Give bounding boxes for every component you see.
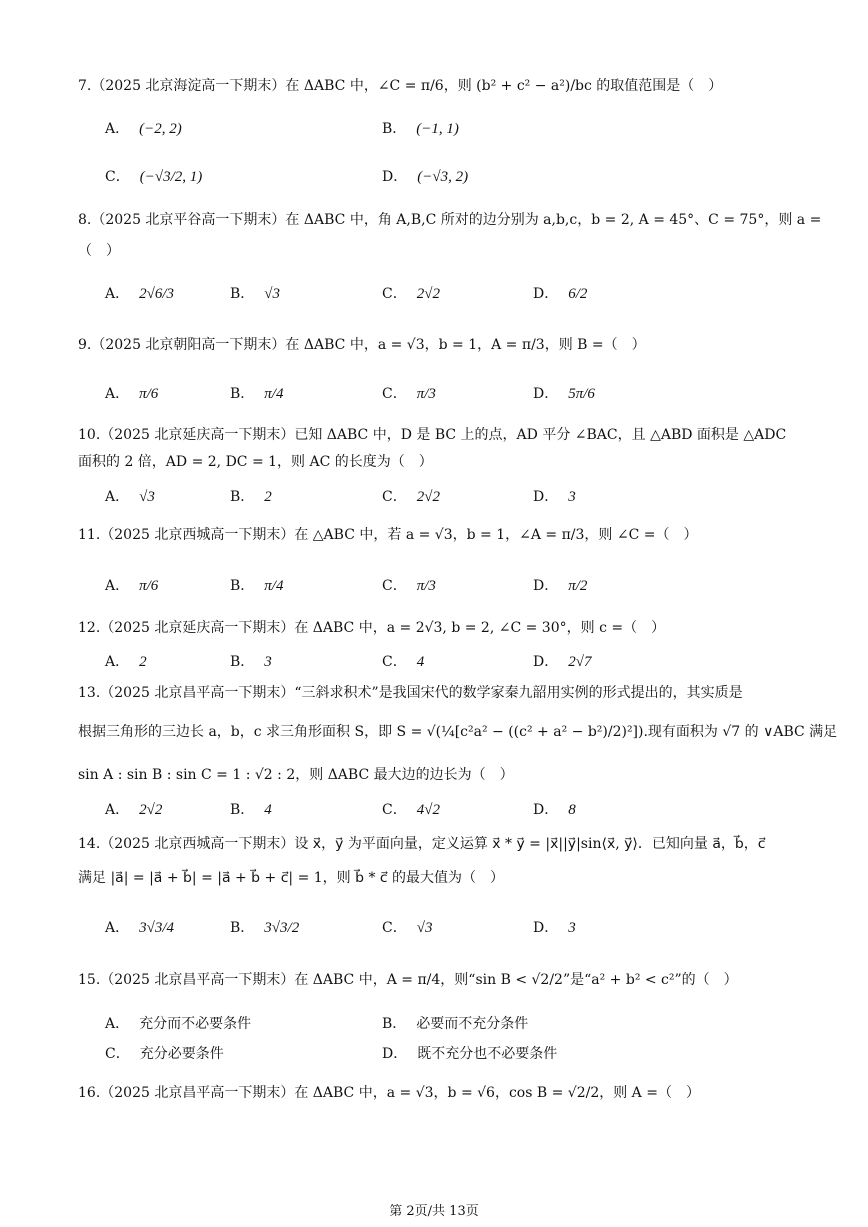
- question-8: [78, 210, 822, 230]
- question-stem: 8.（2025 北京平谷高一下期末）在 ΔABC 中，角 A,B,C 所对的边分别为 a,b,c，b = 2, A = 45°、C = 75°，则 a =: [78, 212, 822, 228]
- page-footer: 第 2页/共 13页: [389, 1204, 479, 1219]
- option-c: C． 4: [382, 654, 425, 670]
- question-stem: 11.（2025 北京西城高一下期末）在 △ABC 中，若 a = √3，b = 1，∠A = π/3，则 ∠C =（ ）: [78, 527, 698, 543]
- option-b: B． 2: [230, 489, 272, 505]
- options-q8: [105, 283, 805, 313]
- question-13-line2: 根据三角形的三边长 a，b，c 求三角形面积 S，即 S = √(¼[c²a² − ((c² + a² − b²)/2)²]).现有面积为 √7 的 ∨ABC 满足: [78, 724, 838, 740]
- options-q12: [105, 651, 805, 681]
- option-a: A． 充分而不必要条件: [105, 1016, 252, 1032]
- option-d: D． 8: [533, 802, 576, 818]
- option-d: D． 3: [533, 920, 576, 936]
- option-b: B． √3: [230, 286, 281, 302]
- option-b: B． (−1, 1): [382, 121, 459, 137]
- question-stem: 15.（2025 北京昌平高一下期末）在 ΔABC 中，A = π/4，则“sin B < √2/2”是“a² + b² < c²”的（ ）: [78, 972, 738, 988]
- option-a: A． π/6: [105, 386, 159, 402]
- option-d: D． 既不充分也不必要条件: [382, 1046, 558, 1062]
- question-15: [78, 970, 798, 990]
- option-c: C． π/3: [382, 578, 436, 594]
- option-a: A． 2√6/3: [105, 286, 175, 302]
- option-d: D． 5π/6: [533, 386, 595, 402]
- option-c: C． 2√2: [382, 286, 440, 302]
- question-stem: 13.（2025 北京昌平高一下期末）“三斜求积术”是我国宋代的数学家秦九韶用实例的形式提出的，其实质是: [78, 685, 743, 701]
- question-16: [78, 1083, 798, 1103]
- question-stem: 16.（2025 北京昌平高一下期末）在 ΔABC 中，a = √3，b = √6，cos B = √2/2，则 A =（ ）: [78, 1085, 700, 1101]
- question-14: [78, 834, 798, 854]
- option-c: C． 2√2: [382, 489, 440, 505]
- option-d: D． 2√7: [533, 654, 592, 670]
- question-13: [78, 683, 798, 703]
- question-stem: 10.（2025 北京延庆高一下期末）已知 ΔABC 中，D 是 BC 上的点，AD 平分 ∠BAC，且 △ABD 面积是 △ADC: [78, 427, 787, 443]
- question-12: [78, 618, 798, 638]
- option-d: D． 3: [533, 489, 576, 505]
- option-a: A． π/6: [105, 578, 159, 594]
- options-q15: [105, 1013, 805, 1043]
- option-b: B． 4: [230, 802, 272, 818]
- option-d: D． π/2: [533, 578, 588, 594]
- question-stem: 9.（2025 北京朝阳高一下期末）在 ΔABC 中，a = √3，b = 1，A = π/3，则 B =（ ）: [78, 337, 646, 353]
- question-13-line3: sin A : sin B : sin C = 1 : √2 : 2，则 ΔABC 最大边的边长为（ ）: [78, 767, 514, 783]
- option-c: C． π/3: [382, 386, 436, 402]
- option-b: B． 必要而不充分条件: [382, 1016, 529, 1032]
- option-d: D． 6/2: [533, 286, 588, 302]
- option-a: A． 2√2: [105, 802, 163, 818]
- question-10-line2: 面积的 2 倍，AD = 2, DC = 1，则 AC 的长度为（ ）: [78, 454, 433, 470]
- option-c: C． (−√3/2, 1): [105, 169, 203, 185]
- options-q11: [105, 575, 805, 605]
- question-14-line2: 满足 |a⃗| = |a⃗ + b⃗| = |a⃗ + b⃗ + c⃗| = 1，则 b⃗ * c⃗ 的最大值为（ ）: [78, 870, 505, 886]
- option-c: C． √3: [382, 920, 433, 936]
- option-d: D． (−√3, 2): [382, 169, 469, 185]
- option-b: B． π/4: [230, 386, 284, 402]
- options-q7-row2: [105, 166, 805, 196]
- option-a: A． 2: [105, 654, 147, 670]
- options-q7: [105, 118, 805, 148]
- option-b: B． 3: [230, 654, 272, 670]
- options-q14: [105, 917, 805, 947]
- option-c: C． 充分必要条件: [105, 1046, 224, 1062]
- question-10: [78, 425, 798, 445]
- options-q15-row2: [105, 1043, 805, 1073]
- question-stem: 7.（2025 北京海淀高一下期末）在 ΔABC 中，∠C = π/6，则 (b² + c² − a²)/bc 的取值范围是（ ）: [78, 78, 723, 94]
- options-q10: [105, 486, 805, 516]
- question-stem: 12.（2025 北京延庆高一下期末）在 ΔABC 中，a = 2√3, b = 2, ∠C = 30°，则 c =（ ）: [78, 620, 666, 636]
- option-a: A． √3: [105, 489, 155, 505]
- question-stem: 14.（2025 北京西城高一下期末）设 x⃗，y⃗ 为平面向量，定义运算 x⃗ * y⃗ = |x⃗||y⃗|sin⟨x⃗, y⃗⟩．已知向量 a⃗，b⃗，c⃗: [78, 836, 766, 852]
- question-8-line2: （ ）: [78, 243, 120, 259]
- option-c: C． 4√2: [382, 802, 440, 818]
- option-a: A． 3√3/4: [105, 920, 175, 936]
- option-b: B． π/4: [230, 578, 284, 594]
- question-11: [78, 525, 798, 545]
- option-a: A． (−2, 2): [105, 121, 182, 137]
- option-b: B． 3√3/2: [230, 920, 300, 936]
- question-9: [78, 335, 798, 355]
- options-q9: [105, 383, 805, 413]
- options-q13: [105, 799, 805, 829]
- question-7: [78, 76, 798, 96]
